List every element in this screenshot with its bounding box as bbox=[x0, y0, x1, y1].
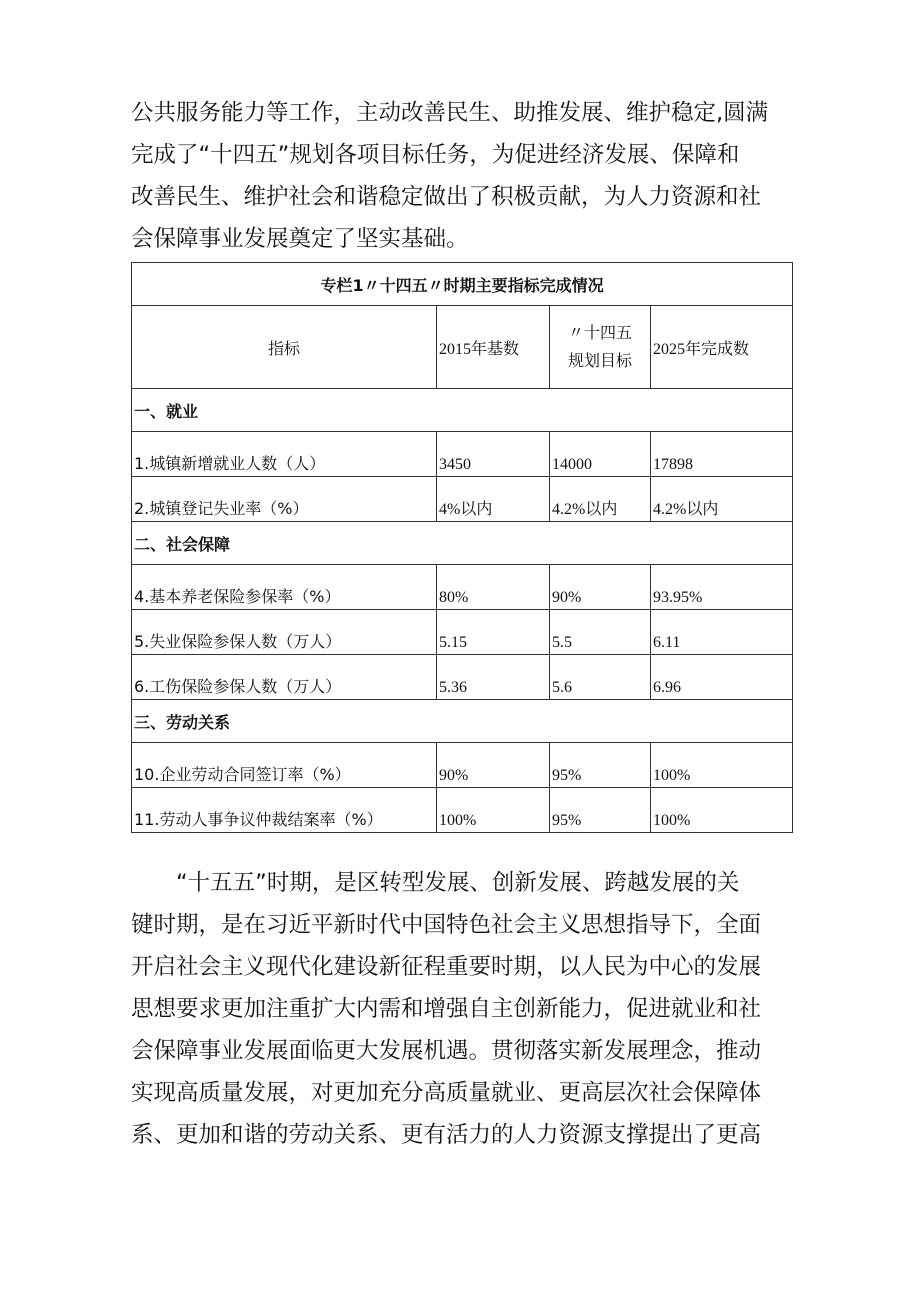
target-value: 95% bbox=[550, 743, 651, 788]
indicator-name: 11.劳动人事争议仲裁结案率（%） bbox=[132, 788, 437, 833]
header-indicator: 指标 bbox=[132, 306, 437, 389]
base-value: 80% bbox=[437, 565, 550, 610]
target-value: 95% bbox=[550, 788, 651, 833]
text-line: 键时期，是在习近平新时代中国特色社会主义思想指导下，全面 bbox=[131, 912, 762, 938]
indicator-name: 10.企业劳动合同签订率（%） bbox=[132, 743, 437, 788]
done-value: 93.95% bbox=[651, 565, 793, 610]
done-value: 17898 bbox=[651, 432, 793, 477]
header-done-2025 bbox=[651, 306, 793, 389]
target-value: 4.2%以内 bbox=[550, 477, 651, 522]
outlook-paragraph bbox=[131, 862, 795, 1156]
text-line: 会保障事业发展面临更大发展机遇。贯彻落实新发展理念，推动 bbox=[131, 1038, 762, 1064]
table-row bbox=[132, 477, 793, 522]
done-value: 100% bbox=[651, 788, 793, 833]
table-row bbox=[132, 743, 793, 788]
text-line: 思想要求更加注重扩大内需和增强自主创新能力，促进就业和社 bbox=[131, 996, 762, 1022]
intro-paragraph bbox=[131, 92, 795, 260]
table-row bbox=[132, 788, 793, 833]
table-caption-row bbox=[132, 263, 793, 306]
header-done-2025-text: 2025年完成数 bbox=[653, 340, 750, 358]
indicator-name: 1.城镇新增就业人数（人） bbox=[132, 432, 437, 477]
target-value: 5.6 bbox=[550, 655, 651, 700]
header-target-line1: 〃十四五 bbox=[567, 323, 632, 342]
text-line: 开启社会主义现代化建设新征程重要时期，以人民为中心的发展 bbox=[131, 954, 762, 980]
base-value: 5.36 bbox=[437, 655, 550, 700]
text-line: “十五五”时期，是区转型发展、创新发展、跨越发展的关 bbox=[176, 870, 740, 896]
section-title: 三、劳动关系 bbox=[132, 700, 793, 743]
target-value: 5.5 bbox=[550, 610, 651, 655]
text-line: 完成了“十四五”规划各项目标任务，为促进经济发展、保障和 bbox=[131, 142, 740, 168]
base-value: 4%以内 bbox=[437, 477, 550, 522]
done-value: 4.2%以内 bbox=[651, 477, 793, 522]
text-line: 改善民生、维护社会和谐稳定做出了积极贡献，为人力资源和社 bbox=[131, 184, 762, 210]
header-base-2015-text: 2015年基数 bbox=[439, 340, 520, 358]
section-title: 二、社会保障 bbox=[132, 522, 793, 565]
header-base-2015 bbox=[437, 306, 550, 389]
target-value: 90% bbox=[550, 565, 651, 610]
table-row bbox=[132, 610, 793, 655]
target-value: 14000 bbox=[550, 432, 651, 477]
indicator-table bbox=[131, 262, 793, 833]
section-title: 一、就业 bbox=[132, 389, 793, 432]
indicator-name: 4.基本养老保险参保率（%） bbox=[132, 565, 437, 610]
text-line: 公共服务能力等工作，主动改善民生、助推发展、维护稳定,圆满 bbox=[131, 100, 769, 126]
indicator-name: 6.工伤保险参保人数（万人） bbox=[132, 655, 437, 700]
section-row bbox=[132, 389, 793, 432]
header-target-line2: 规划目标 bbox=[567, 351, 632, 370]
table-row bbox=[132, 655, 793, 700]
base-value: 90% bbox=[437, 743, 550, 788]
done-value: 6.96 bbox=[651, 655, 793, 700]
text-line: 会保障事业发展奠定了坚实基础。 bbox=[131, 226, 469, 252]
table-header-row bbox=[132, 306, 793, 389]
indicator-name: 5.失业保险参保人数（万人） bbox=[132, 610, 437, 655]
table-row bbox=[132, 565, 793, 610]
header-target bbox=[550, 306, 651, 389]
section-row bbox=[132, 522, 793, 565]
done-value: 100% bbox=[651, 743, 793, 788]
table-caption: 专栏1〃十四五〃时期主要指标完成情况 bbox=[132, 263, 793, 306]
indicator-name: 2.城镇登记失业率（%） bbox=[132, 477, 437, 522]
base-value: 5.15 bbox=[437, 610, 550, 655]
base-value: 3450 bbox=[437, 432, 550, 477]
section-row bbox=[132, 700, 793, 743]
table-row bbox=[132, 432, 793, 477]
base-value: 100% bbox=[437, 788, 550, 833]
text-line: 系、更加和谐的劳动关系、更有活力的人力资源支撑提出了更高 bbox=[131, 1122, 762, 1148]
done-value: 6.11 bbox=[651, 610, 793, 655]
text-line: 实现高质量发展，对更加充分高质量就业、更高层次社会保障体 bbox=[131, 1080, 762, 1106]
